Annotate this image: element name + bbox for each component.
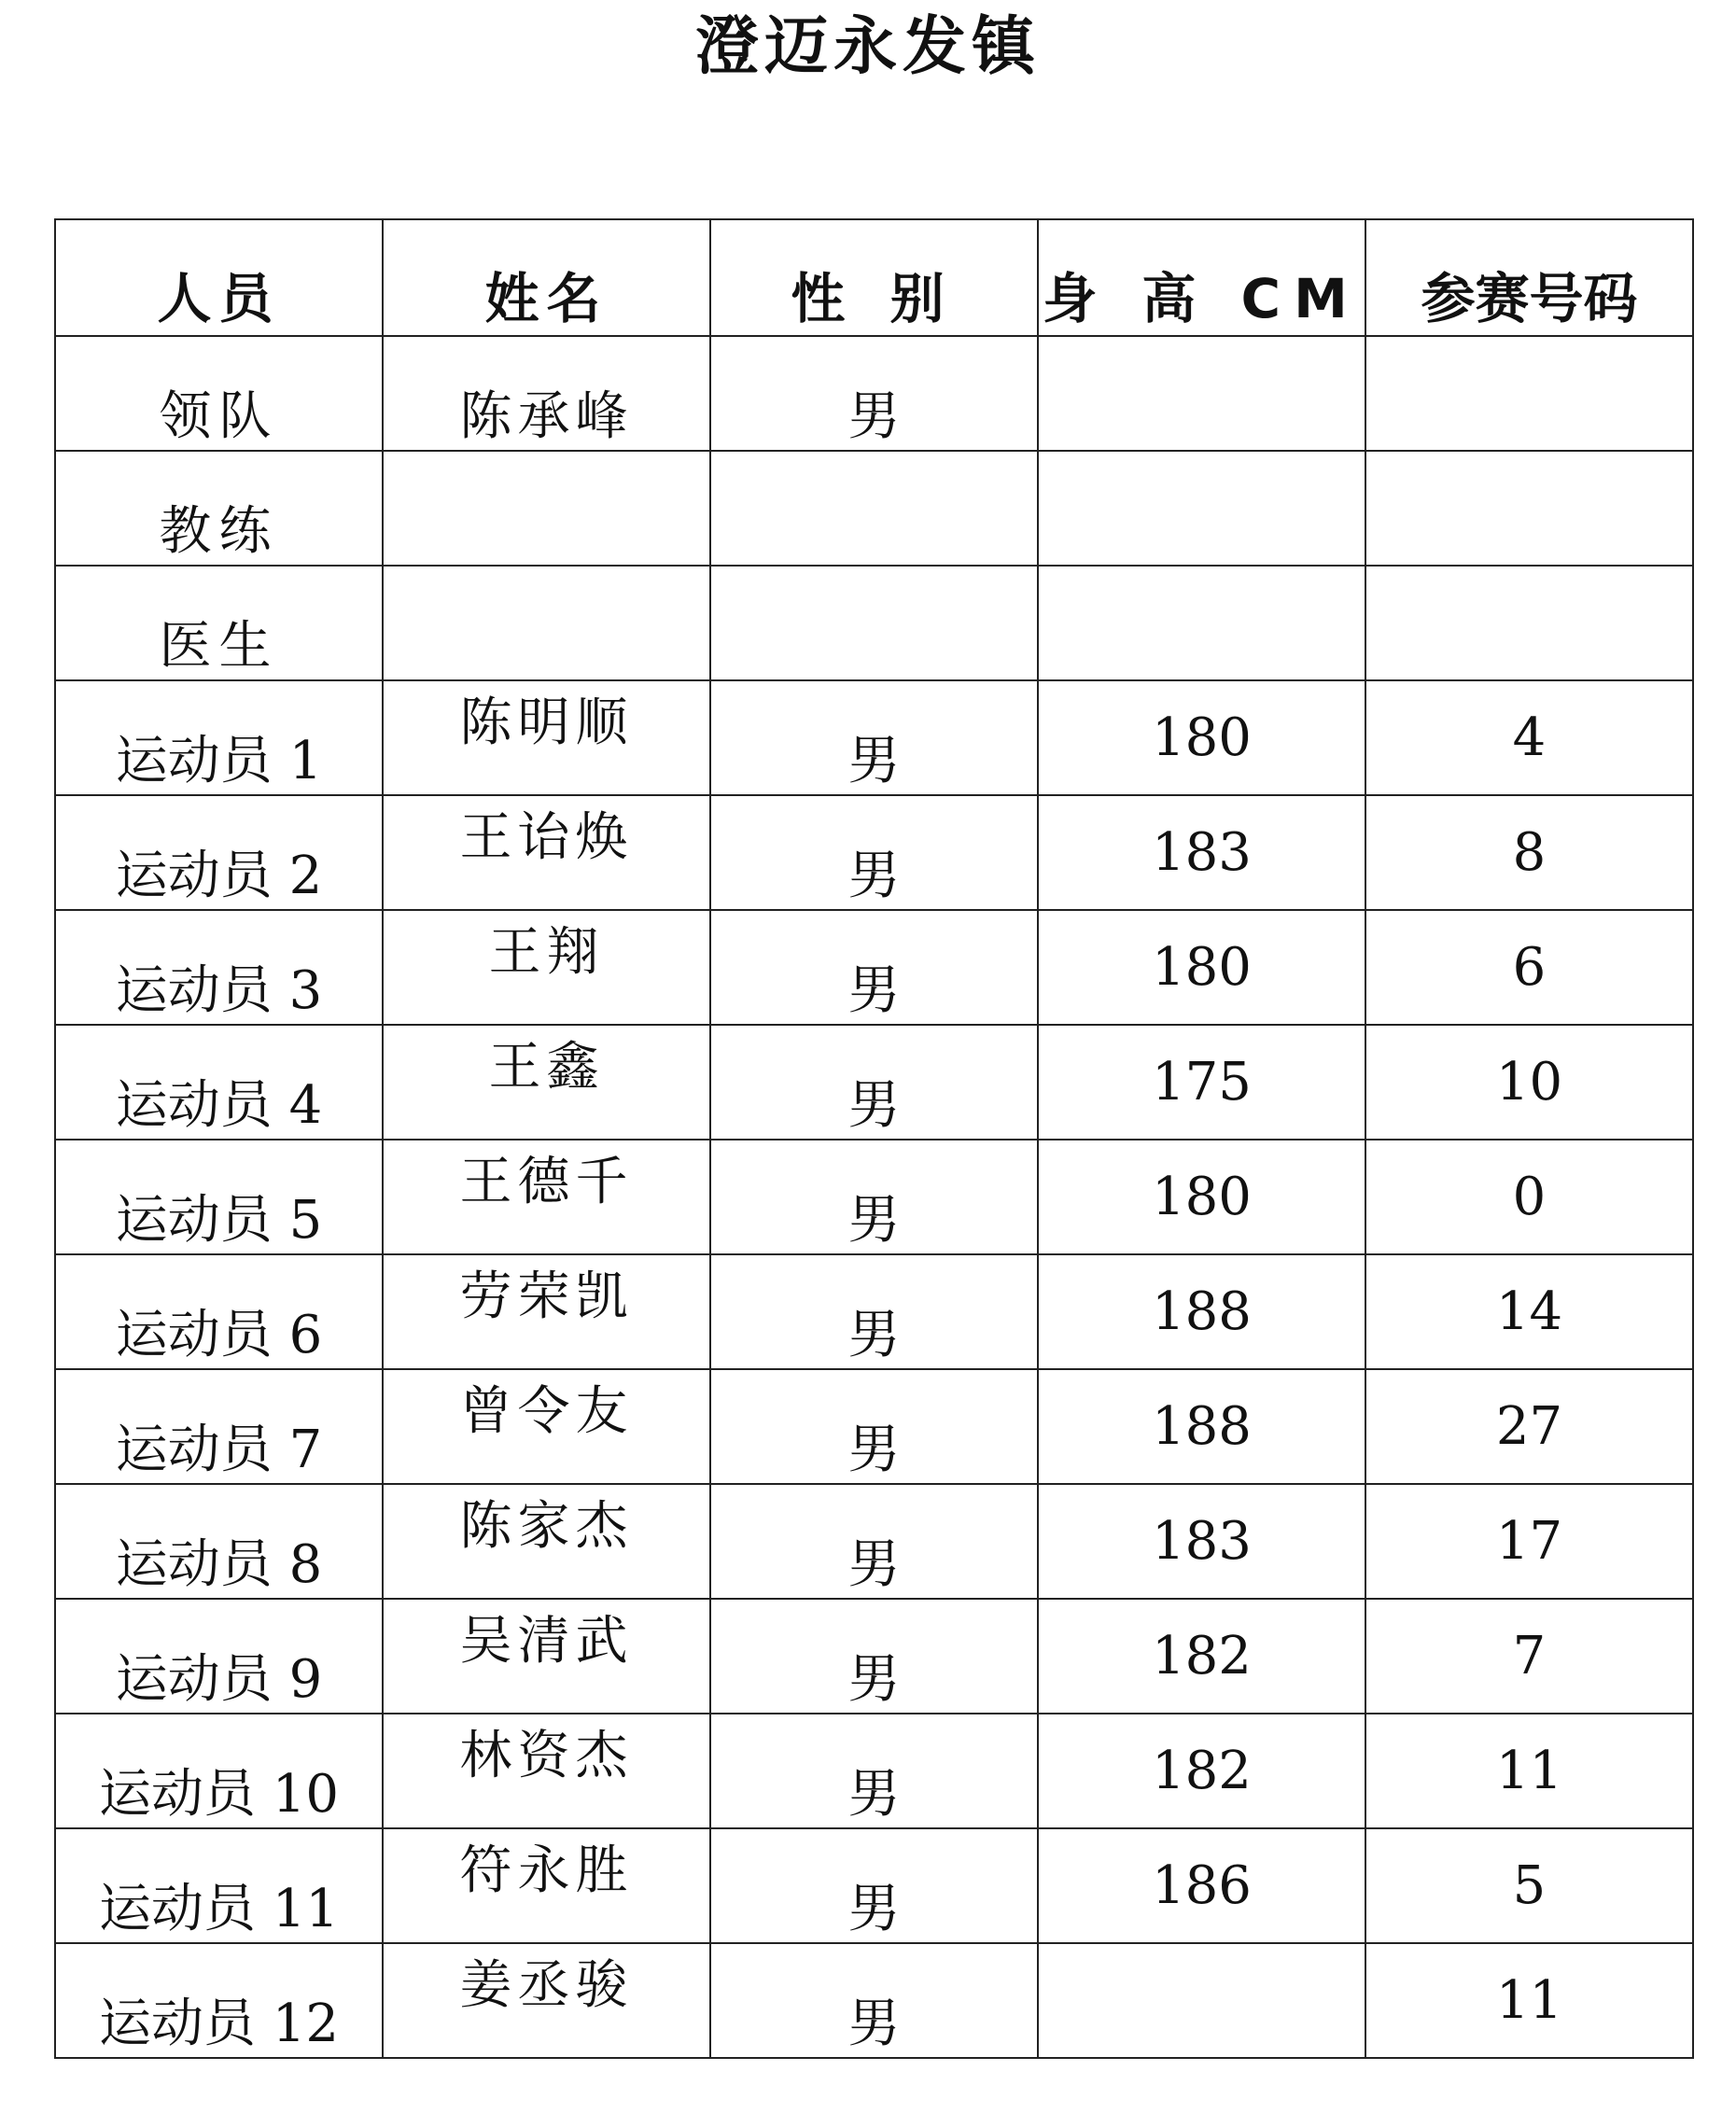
number-cell: 7 [1365,1599,1693,1714]
name-cell: 陈家杰 [383,1484,710,1599]
name-cell: 吴清武 [383,1599,710,1714]
player-row [55,795,1693,910]
gender-cell: 男 [710,1714,1038,1828]
number-cell: 10 [1365,1025,1693,1140]
player-row [55,1714,1693,1828]
header-role: 人员 [55,219,383,336]
roster-table [54,218,1694,2059]
role-cell: 医生 [55,566,383,680]
number-cell [1365,566,1693,680]
name-cell [383,566,710,680]
header-gender: 性 别 [710,219,1038,336]
player-row [55,1828,1693,1943]
number-cell: 8 [1365,795,1693,910]
role-cell: 运动员 2 [55,795,383,910]
role-cell: 运动员 3 [55,910,383,1025]
gender-cell: 男 [710,1599,1038,1714]
name-cell: 姜丞骏 [383,1943,710,2058]
header-name: 姓名 [383,219,710,336]
player-row [55,1140,1693,1254]
name-cell: 曾令友 [383,1369,710,1484]
staff-row [55,451,1693,566]
number-cell: 4 [1365,680,1693,795]
height-cell: 180 [1038,680,1365,795]
header-number: 参赛号码 [1365,219,1693,336]
number-cell: 14 [1365,1254,1693,1369]
role-cell: 运动员 8 [55,1484,383,1599]
name-cell: 劳荣凯 [383,1254,710,1369]
height-cell [1038,566,1365,680]
role-cell: 运动员 12 [55,1943,383,2058]
gender-cell: 男 [710,1254,1038,1369]
height-cell: 182 [1038,1714,1365,1828]
player-row [55,1369,1693,1484]
number-cell: 0 [1365,1140,1693,1254]
role-cell: 运动员 1 [55,680,383,795]
role-cell: 运动员 9 [55,1599,383,1714]
number-cell [1365,451,1693,566]
height-cell: 182 [1038,1599,1365,1714]
height-cell [1038,336,1365,451]
name-cell: 林资杰 [383,1714,710,1828]
player-row [55,1254,1693,1369]
name-cell: 王诒焕 [383,795,710,910]
height-cell: 186 [1038,1828,1365,1943]
role-cell: 运动员 4 [55,1025,383,1140]
name-cell: 陈承峰 [383,336,710,451]
height-cell: 183 [1038,795,1365,910]
name-cell: 陈明顺 [383,680,710,795]
gender-cell: 男 [710,680,1038,795]
name-cell [383,451,710,566]
height-cell: 183 [1038,1484,1365,1599]
player-row [55,1025,1693,1140]
number-cell: 11 [1365,1714,1693,1828]
player-row [55,910,1693,1025]
role-cell: 运动员 5 [55,1140,383,1254]
gender-cell: 男 [710,1484,1038,1599]
document-title: 澄迈永发镇 [694,10,1041,84]
name-cell: 王德千 [383,1140,710,1254]
height-cell: 188 [1038,1254,1365,1369]
gender-cell: 男 [710,1025,1038,1140]
role-cell: 领队 [55,336,383,451]
height-cell: 188 [1038,1369,1365,1484]
gender-cell: 男 [710,336,1038,451]
name-cell: 王翔 [383,910,710,1025]
height-cell: 180 [1038,910,1365,1025]
gender-cell: 男 [710,1943,1038,2058]
number-cell: 27 [1365,1369,1693,1484]
name-cell: 符永胜 [383,1828,710,1943]
staff-row [55,566,1693,680]
number-cell: 11 [1365,1943,1693,2058]
player-row [55,680,1693,795]
gender-cell: 男 [710,1828,1038,1943]
header-row [55,219,1693,336]
role-cell: 运动员 10 [55,1714,383,1828]
height-cell: 175 [1038,1025,1365,1140]
role-cell: 运动员 6 [55,1254,383,1369]
player-row [55,1943,1693,2058]
height-cell [1038,451,1365,566]
number-cell: 6 [1365,910,1693,1025]
number-cell: 5 [1365,1828,1693,1943]
player-row [55,1599,1693,1714]
player-row [55,1484,1693,1599]
staff-row [55,336,1693,451]
name-cell: 王鑫 [383,1025,710,1140]
gender-cell [710,451,1038,566]
height-cell [1038,1943,1365,2058]
gender-cell: 男 [710,910,1038,1025]
header-height: 身 高 CM [1038,219,1365,336]
gender-cell: 男 [710,1369,1038,1484]
gender-cell: 男 [710,1140,1038,1254]
gender-cell [710,566,1038,680]
height-cell: 180 [1038,1140,1365,1254]
role-cell: 教练 [55,451,383,566]
role-cell: 运动员 11 [55,1828,383,1943]
gender-cell: 男 [710,795,1038,910]
number-cell: 17 [1365,1484,1693,1599]
number-cell [1365,336,1693,451]
role-cell: 运动员 7 [55,1369,383,1484]
